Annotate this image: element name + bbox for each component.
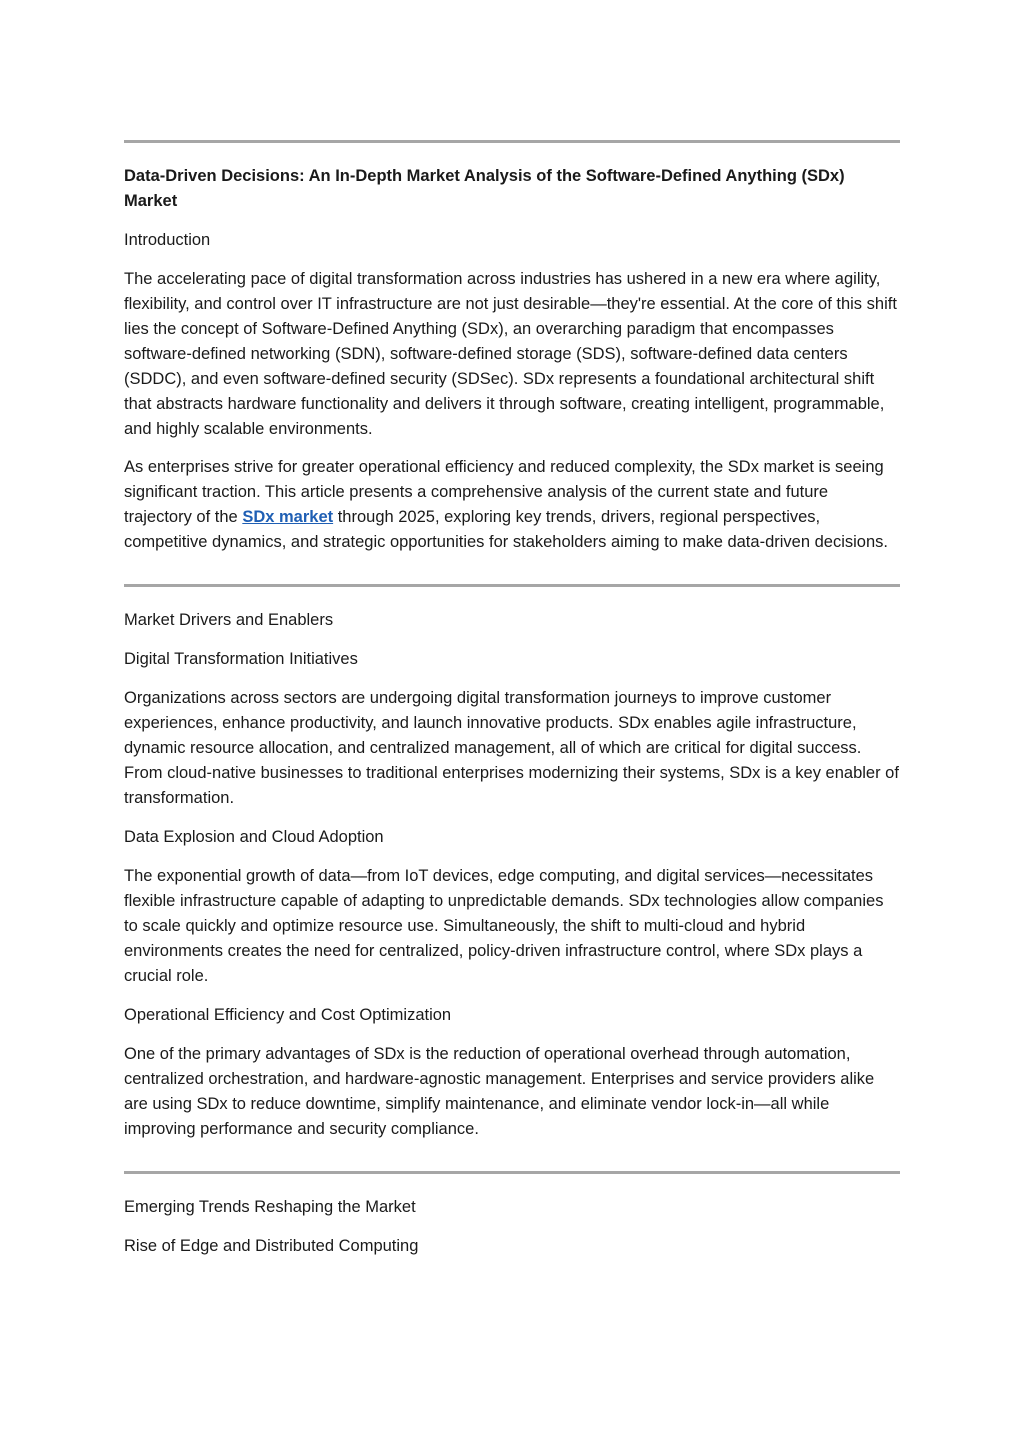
subheading-data-explosion: Data Explosion and Cloud Adoption [124, 828, 384, 846]
intro-paragraph-2 [124, 455, 900, 555]
horizontal-rule [124, 584, 900, 587]
document-title: Data-Driven Decisions: An In-Depth Market Analysis of the Software-Defined Anything (SDx) Market [124, 167, 845, 210]
subheading-edge-computing: Rise of Edge and Distributed Computing [124, 1237, 419, 1255]
intro-paragraph-2-text-a: As enterprises strive for greater operational efficiency and reduced complexity, the SDx market is seeing significant traction. This article presents a comprehensive analysis of the current state and future trajectory of the [124, 458, 884, 526]
section-heading-introduction: Introduction [124, 231, 211, 249]
subheading-digital-transformation: Digital Transformation Initiatives [124, 650, 358, 668]
section-heading-trends: Emerging Trends Reshaping the Market [124, 1198, 416, 1216]
horizontal-rule [124, 1171, 900, 1174]
paragraph-operational-efficiency: One of the primary advantages of SDx is the reduction of operational overhead through automation, centralized orchestration, and hardware-agnostic management. Enterprises and service providers alike are using SDx to reduce downtime, simplify maintenance, and eliminate vendor lock-in—all while improving performance and security compliance. [124, 1045, 875, 1138]
section-heading-drivers: Market Drivers and Enablers [124, 611, 334, 629]
document-page [124, 0, 900, 1259]
paragraph-digital-transformation: Organizations across sectors are undergoing digital transformation journeys to improve customer experiences, enhance productivity, and launch innovative products. SDx enables agile infrastructure, dynamic resource allocation, and centralized management, all of which are critical for digital success. From cloud-native businesses to traditional enterprises modernizing their systems, SDx is a key enabler of transformation. [124, 689, 899, 807]
paragraph-data-explosion: The exponential growth of data—from IoT devices, edge computing, and digital services—necessitates flexible infrastructure capable of adapting to unpredictable demands. SDx technologies allow companies to scale quickly and optimize resource use. Simultaneously, the shift to multi-cloud and hybrid environments creates the need for centralized, policy-driven infrastructure control, where SDx plays a crucial role. [124, 867, 884, 985]
horizontal-rule [124, 140, 900, 143]
intro-paragraph-1: The accelerating pace of digital transformation across industries has ushered in a new era where agility, flexibility, and control over IT infrastructure are not just desirable—they're essential. At the core of this shift lies the concept of Software-Defined Anything (SDx), an overarching paradigm that encompasses software-defined networking (SDN), software-defined storage (SDS), software-defined data centers (SDDC), and even software-defined security (SDSec). SDx represents a foundational architectural shift that abstracts hardware functionality and delivers it through software, creating intelligent, programmable, and highly scalable environments. [124, 270, 897, 438]
subheading-operational-efficiency: Operational Efficiency and Cost Optimization [124, 1006, 452, 1024]
intro-paragraph-2-text-b: through 2025, exploring key trends, drivers, regional perspectives, competitive dynamics, and strategic opportunities for stakeholders aiming to make data-driven decisions. [124, 508, 888, 551]
sdx-market-link[interactable]: SDx market [242, 508, 334, 526]
